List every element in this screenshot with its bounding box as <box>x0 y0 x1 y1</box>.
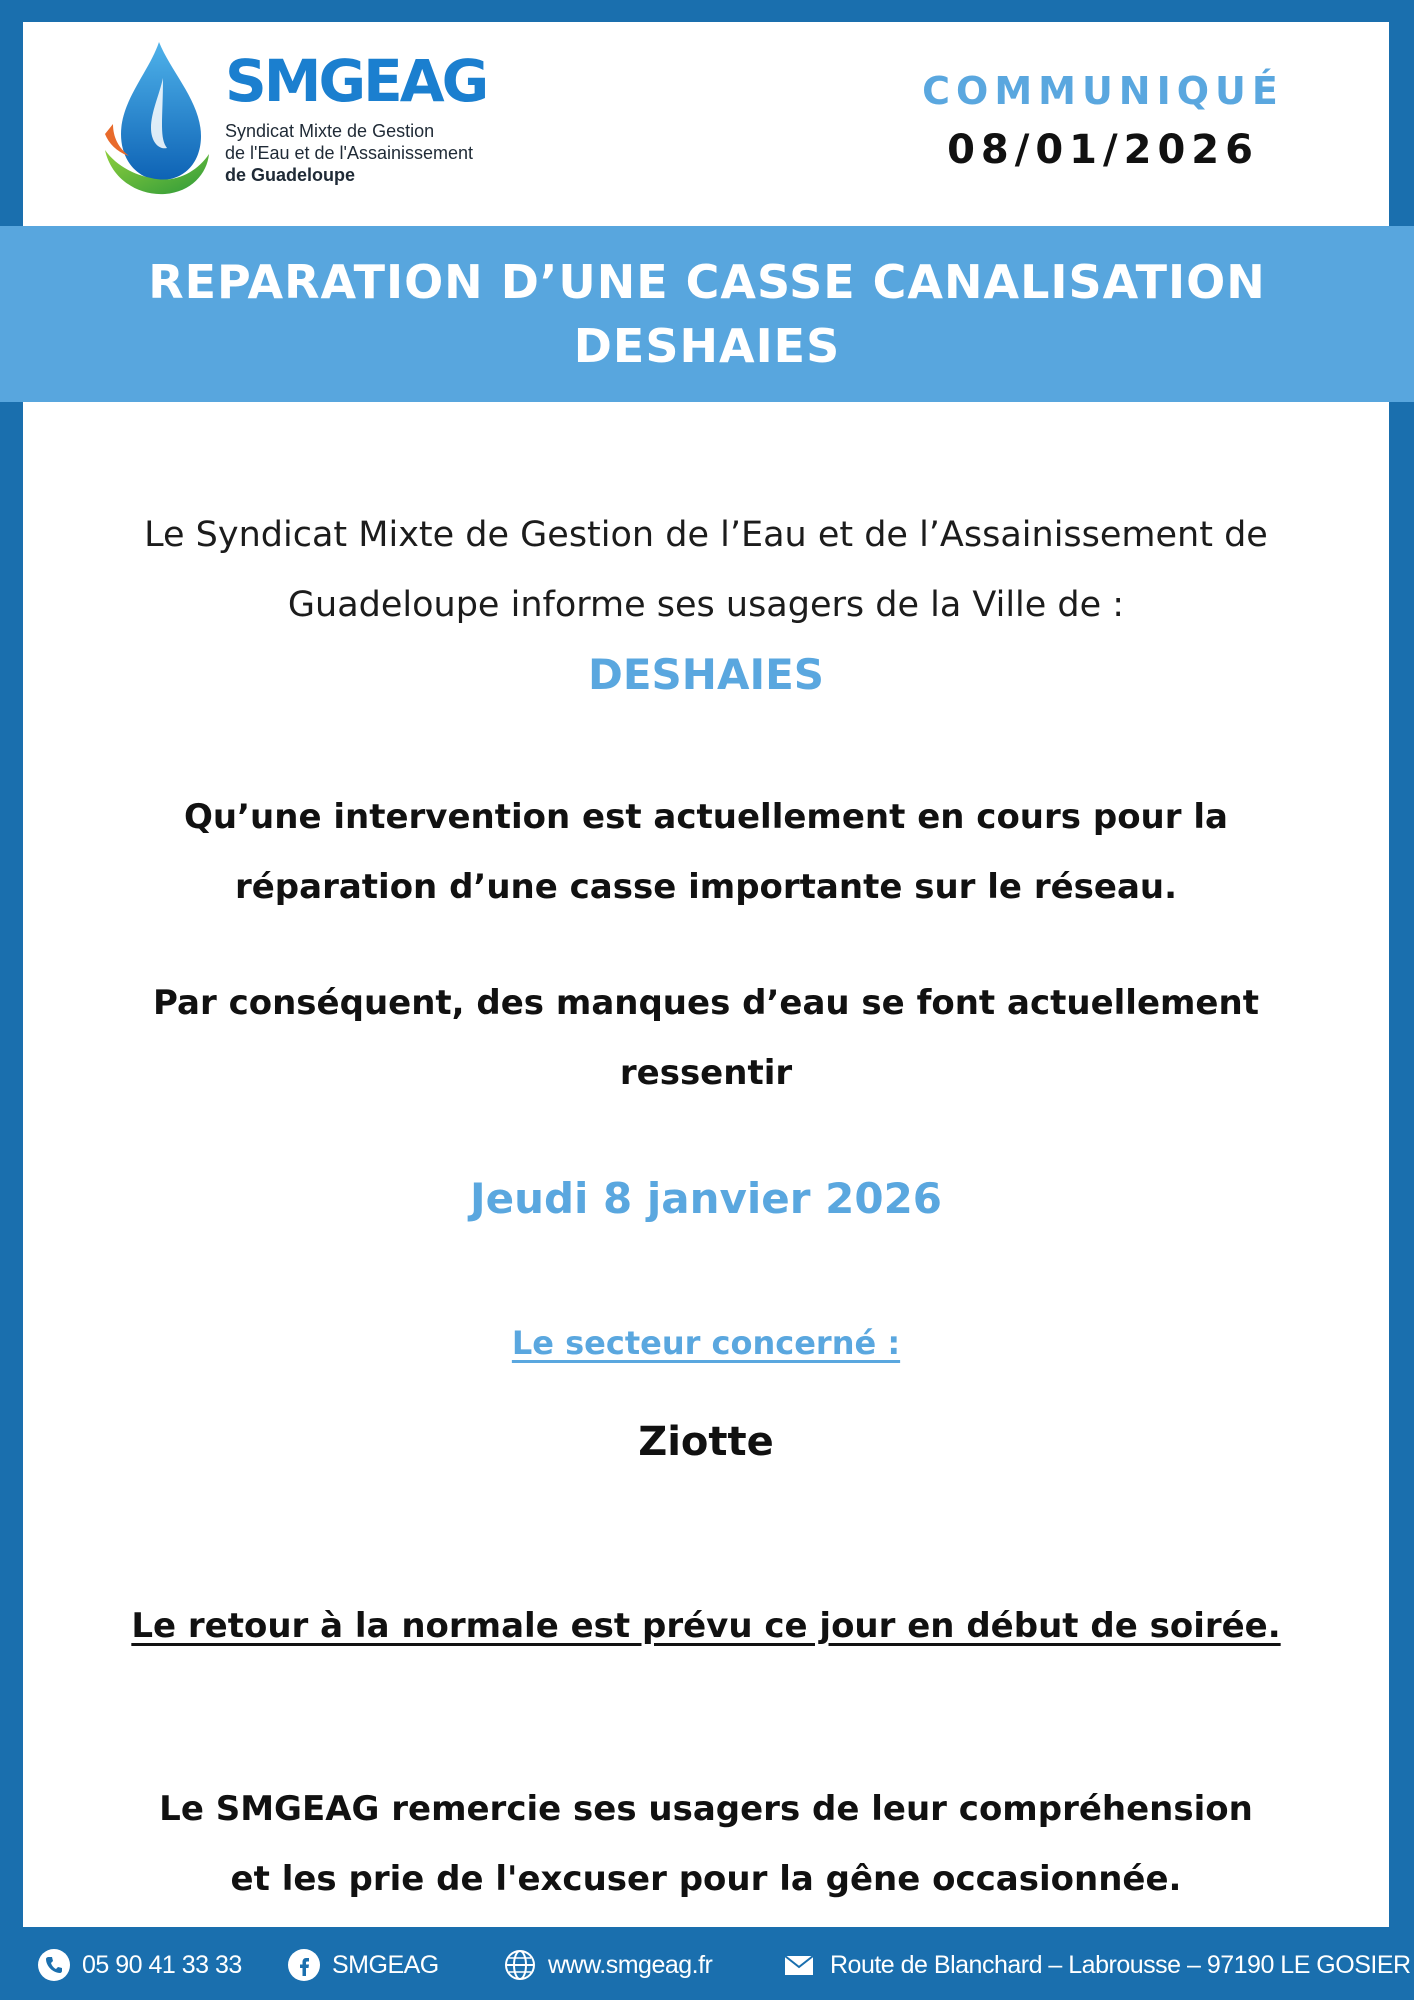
city-name: DESHAIES <box>587 650 825 699</box>
footer-facebook[interactable]: SMGEAG <box>288 1947 439 1983</box>
title-line-2: DESHAIES <box>573 319 841 373</box>
brand-subtitle: Syndicat Mixte de Gestion de l'Eau et de l'Assainissement de Guadeloupe <box>225 121 474 185</box>
return-notice: Le retour à la normale est prévu ce jour en début de soirée. <box>131 1606 1281 1646</box>
intervention-day: Jeudi 8 janvier 2026 <box>469 1174 943 1223</box>
title-line-1: REPARATION D’UNE CASSE CANALISATION <box>148 255 1266 309</box>
facebook-icon <box>288 1949 320 1981</box>
globe-icon <box>504 1949 536 1981</box>
communique-label: COMMUNIQUÉ <box>922 69 1284 113</box>
footer-website[interactable]: www.smgeag.fr <box>504 1947 712 1983</box>
footer <box>0 1927 1414 2000</box>
title-band <box>0 226 1414 402</box>
brand-name: SMGEAG <box>225 47 487 115</box>
mail-icon <box>780 1949 818 1981</box>
consequence-paragraph: Par conséquent, des manques d’eau se font actuellement ressentir <box>153 983 1259 1093</box>
water-drop-logo-icon <box>101 38 211 198</box>
intro-paragraph: Le Syndicat Mixte de Gestion de l’Eau et de l’Assainissement de Guadeloupe informe ses usagers de la Ville de : <box>144 515 1268 625</box>
intervention-paragraph: Qu’une intervention est actuellement en cours pour la réparation d’une casse importante sur le réseau. <box>184 797 1228 907</box>
phone-icon <box>38 1949 70 1981</box>
footer-phone[interactable]: 05 90 41 33 33 <box>38 1947 242 1983</box>
footer-address: Route de Blanchard – Labrousse – 97190 LE GOSIER <box>780 1947 1411 1983</box>
header <box>23 22 1389 227</box>
communique-page <box>23 22 1389 1927</box>
sector-label: Le secteur concerné : <box>511 1324 901 1362</box>
communique-date: 08/01/2026 <box>947 127 1259 173</box>
sector-name: Ziotte <box>638 1419 774 1465</box>
thanks-paragraph: Le SMGEAG remercie ses usagers de leur compréhension et les prie de l'excuser pour la gêne occasionnée. <box>159 1789 1253 1899</box>
